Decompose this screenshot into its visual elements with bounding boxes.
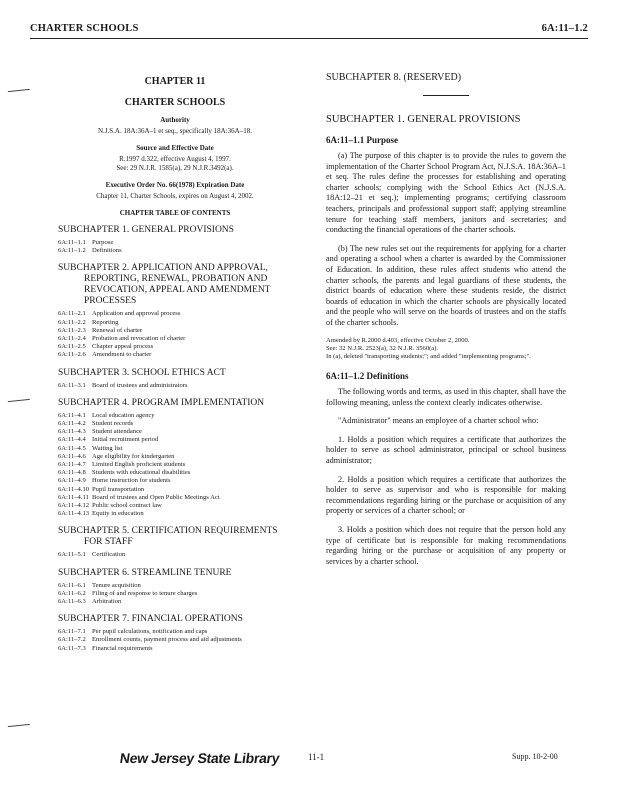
page-number: 11-1 [308, 752, 325, 762]
toc-entry: 6A:11–1.2 Definitions [58, 247, 122, 255]
toc-list [58, 239, 292, 255]
running-header [30, 22, 588, 39]
executive-order-heading: Executive Order No. 66(1978) Expiration Date [105, 181, 245, 189]
toc-entry: 6A:11–3.1 Board of trustees and administrators [58, 381, 188, 389]
toc-entry: 6A:11–4.7 Limited English proficient students [58, 461, 186, 469]
header-section: 6A:11–1.2 [541, 23, 588, 34]
toc-entry: 6A:11–4.6 Age eligibility for kindergarten [58, 452, 175, 460]
paragraph: The following words and terms, as used in this chapter, shall have the following meaning, unless the context clearly indicates otherwise. [326, 387, 566, 407]
toc-entry: 6A:11–2.4 Probation and revocation of charter [58, 335, 186, 343]
toc-subchapter-heading: SUBCHAPTER 7. FINANCIAL OPERATIONS [58, 614, 243, 625]
source-heading: Source and Effective Date [136, 144, 214, 152]
toc-subchapter-heading: SUBCHAPTER 2. APPLICATION AND APPROVAL, REPORTING, RENEWAL, PROBATION AND REVOCATION, APPEAL AND AMENDMENT PROCESSES [58, 263, 271, 307]
toc-entry: 6A:11–2.5 Chapter appeal process [58, 343, 154, 351]
toc-entry: 6A:11–2.3 Renewal of charter [58, 326, 143, 334]
authority-text: N.J.S.A. 18A:36A–1 et seq., specifically 18A:36A–18. [98, 127, 252, 135]
toc-entry: 6A:11–5.1 Certification [58, 551, 126, 559]
paragraph: "Administrator" means an employee of a charter school who: [338, 416, 539, 426]
toc-entry: 6A:11–4.4 Initial recruitment period [58, 436, 159, 444]
paragraph: (b) The new rules set out the requirements for applying for a charter and operating a school when a charter is awarded by the Commissioner of Education. In addition, these rules affect students who attend the charter schools, the parents and legal guardians of these students, the district boards of education where these students reside, the district boards of education in which the charter schools are physically located and the people who will serve on the boards of trustees and on the staffs of the charter schools. [326, 243, 566, 327]
toc-subchapter-heading: SUBCHAPTER 1. GENERAL PROVISIONS [58, 225, 234, 235]
reserved-subchapter: SUBCHAPTER 8. (RESERVED) [326, 72, 462, 83]
chapter-number: CHAPTER 11 [144, 76, 206, 87]
source-line: See: 29 N.J.R. 1585(a), 29 N.J.R.3492(a). [116, 164, 234, 172]
toc-subchapter-heading: SUBCHAPTER 3. SCHOOL ETHICS ACT [58, 367, 226, 378]
margin-mark [8, 399, 30, 405]
toc-entry: 6A:11–6.2 Filing of and response to tenure charges [58, 589, 198, 597]
toc-list [58, 582, 292, 607]
toc-heading: CHAPTER TABLE OF CONTENTS [119, 209, 231, 217]
toc-entry: 6A:11–4.13 Equity in education [58, 510, 144, 518]
toc-entry: 6A:11–4.3 Student attendance [58, 428, 142, 436]
toc-subchapter-heading: SUBCHAPTER 6. STREAMLINE TENURE [58, 567, 232, 578]
toc-entry: 6A:11–4.9 Home instruction for students [58, 477, 171, 485]
library-stamp: New Jersey State Library [118, 750, 281, 766]
source-line: R.1997 d.322, effective August 4, 1997. [119, 155, 231, 163]
paragraph: 1. Holds a position which requires a certificate that authorizes the holder to serve as school administrator, principal or school business administrator; [326, 434, 566, 466]
toc-entry: 6A:11–6.3 Arbitration [58, 598, 122, 606]
toc-subchapter-heading: SUBCHAPTER 4. PROGRAM IMPLEMENTATION [58, 397, 265, 408]
subchapter-heading: SUBCHAPTER 1. GENERAL PROVISIONS [326, 114, 521, 125]
toc-entry: 6A:11–4.12 Public school contract law [58, 502, 162, 510]
amendment-note: Amended by R.2000 d.403, effective October 2, 2000. See: 32 N.J.R. 2523(a), 32 N.J.R. 3560(a). In (a), deleted "transporting students;"; and added "implementing programs;". [326, 336, 531, 360]
toc-entry: 6A:11–4.8 Students with educational disabilities [58, 469, 191, 477]
toc-entry: 6A:11–4.1 Local education agency [58, 411, 155, 419]
margin-mark [8, 89, 30, 95]
right-column [326, 72, 566, 575]
toc-list [58, 382, 292, 390]
toc-entry: 6A:11–6.1 Tenure acquisition [58, 581, 141, 589]
paragraph: 3. Holds a position which does not require that the person hold any type of certificate but is responsible for making recommendations regarding hiring or the purchase or acquisition of any property or services by a charter school. [326, 525, 566, 566]
toc-list [58, 412, 292, 519]
chapter-name: CHARTER SCHOOLS [124, 97, 226, 108]
paragraph: 2. Holds a position which requires a certificate that authorizes the holder to serve as supervisor and who is responsible for making recommendations regarding hiring or the purchase or acquisition of any property or services of a charter school; or [326, 474, 566, 516]
margin-mark [8, 724, 30, 730]
paragraph: (a) The purpose of this chapter is to provide the rules to govern the implementation of the Charter School Program Act, N.J.S.A. 18A:36A–1 et seq. The rules define the processes for establishing and operating charter schools; complying with the School Ethics Act (N.J.S.A. 18A:12–21 et seq.); implementing programs; certifying classroom teachers, principals and professional support staff; applying streamline tenure for teaching staff members, janitors and secretaries; and conducting the financial operations of the charter schools. [326, 151, 566, 235]
toc-entry: 6A:11–2.6 Amendment to charter [58, 351, 152, 359]
toc-list [58, 628, 292, 653]
toc-entry: 6A:11–7.1 Per pupil calculations, notification and caps [58, 628, 208, 636]
header-title: CHARTER SCHOOLS [30, 23, 139, 34]
toc-entry: 6A:11–1.1 Purpose [58, 239, 114, 246]
toc-entry: 6A:11–7.3 Financial requirements [58, 644, 153, 652]
toc-entry: 6A:11–4.10 Pupil transportation [58, 485, 145, 493]
toc-entry: 6A:11–4.2 Student records [58, 420, 134, 428]
toc-subchapter-heading: SUBCHAPTER 5. CERTIFICATION REQUIREMENTS FOR STAFF [58, 526, 278, 548]
authority-heading: Authority [160, 116, 190, 124]
toc-list [58, 310, 292, 359]
left-column [58, 72, 292, 653]
toc-entry: 6A:11–4.11 Board of trustees and Open Public Meetings Act [58, 493, 220, 501]
supplement-date: Supp. 10-2-00 [512, 752, 558, 761]
toc-entry: 6A:11–2.2 Reporting [58, 318, 119, 326]
toc-entry: 6A:11–4.5 Waiting list [58, 444, 123, 452]
section-heading: 6A:11–1.2 Definitions [326, 371, 409, 382]
toc-list [58, 551, 292, 559]
toc-entry: 6A:11–2.1 Application and approval process [58, 310, 181, 318]
divider [423, 95, 469, 96]
executive-order-text: Chapter 11, Charter Schools, expires on August 4, 2002. [96, 192, 254, 200]
toc-entry: 6A:11–7.2 Enrollment counts, payment process and aid adjustments [58, 636, 242, 644]
section-heading: 6A:11–1.1 Purpose [326, 135, 398, 145]
